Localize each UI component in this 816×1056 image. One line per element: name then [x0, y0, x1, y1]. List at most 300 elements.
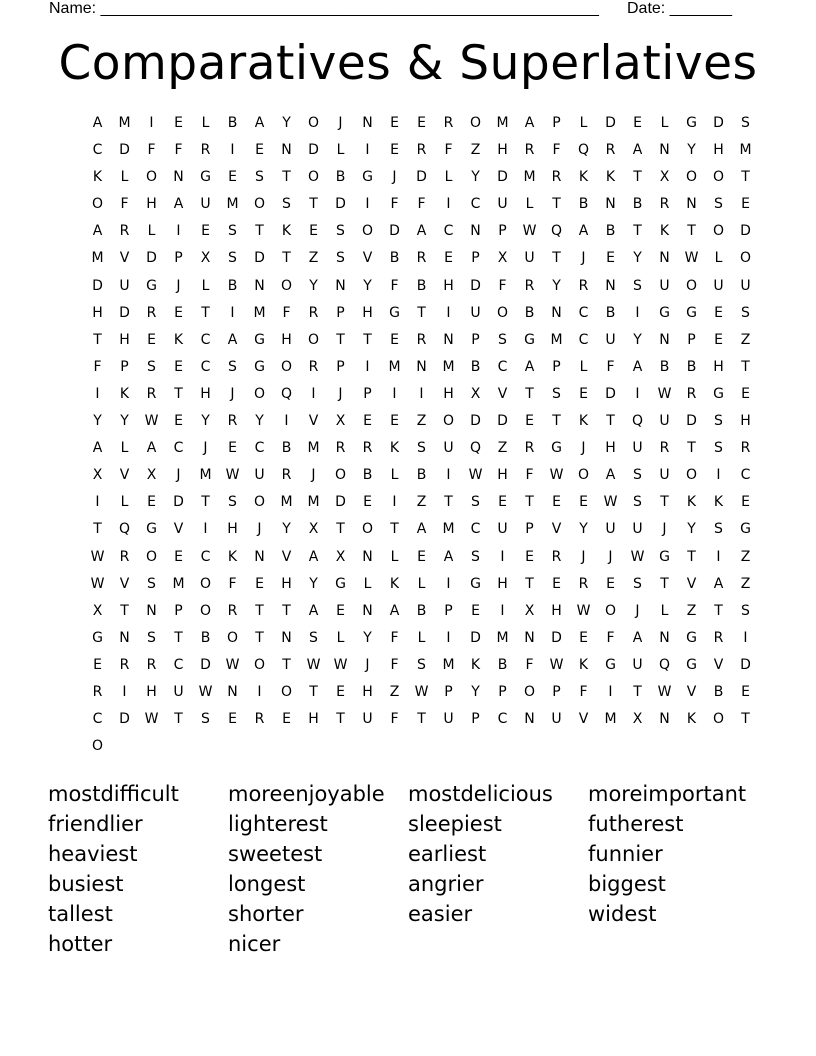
grid-letter: O — [307, 331, 320, 348]
word-list — [48, 779, 788, 959]
grid-letter: F — [525, 467, 534, 484]
grid-letter: M — [550, 331, 563, 348]
grid-letter: T — [525, 575, 534, 592]
grid-letter: R — [524, 277, 535, 294]
grid-letter: T — [606, 413, 615, 430]
grid-letter: B — [605, 223, 616, 240]
grid-letter: O — [199, 575, 212, 592]
grid-letter: G — [254, 331, 265, 348]
grid-letter: L — [444, 169, 453, 186]
grid-letter: L — [120, 494, 129, 511]
grid-letter: S — [228, 494, 237, 511]
grid-letter: G — [362, 169, 373, 186]
grid-letter: X — [146, 467, 157, 484]
grid-letter: T — [201, 494, 210, 511]
grid-letter: E — [201, 223, 210, 240]
grid-letter: W — [549, 467, 564, 484]
grid-letter: S — [147, 629, 156, 646]
grid-letter: H — [281, 575, 292, 592]
grid-letter: F — [417, 196, 426, 213]
grid-letter: Z — [740, 331, 751, 348]
grid-letter: A — [92, 115, 103, 131]
grid-letter: J — [257, 521, 262, 538]
grid-letter: V — [551, 521, 562, 538]
grid-letter: K — [470, 656, 481, 673]
grid-letter: O — [226, 629, 239, 646]
grid-letter: U — [470, 304, 481, 321]
grid-letter: B — [227, 277, 238, 294]
grid-letter: C — [200, 548, 211, 565]
grid-letter: I — [365, 358, 370, 375]
grid-letter: V — [173, 521, 184, 538]
grid-letter: R — [119, 548, 130, 565]
grid-letter: R — [308, 358, 319, 375]
grid-letter: G — [659, 548, 670, 565]
grid-letter: V — [686, 575, 697, 592]
grid-letter: D — [254, 250, 265, 267]
grid-letter: R — [335, 440, 346, 457]
grid-letter: E — [390, 115, 399, 131]
grid-letter: Y — [255, 413, 264, 430]
grid-letter: K — [686, 494, 697, 511]
grid-letter: G — [551, 440, 562, 457]
grid-letter: H — [605, 440, 616, 457]
date-field-label: Date: _______ — [627, 0, 732, 17]
grid-letter: S — [741, 115, 750, 131]
grid-letter: S — [741, 304, 750, 321]
grid-letter: T — [363, 331, 372, 348]
grid-letter: S — [228, 223, 237, 240]
grid-letter: S — [147, 358, 156, 375]
word-list-item: moreimportant — [588, 782, 747, 806]
grid-letter: U — [659, 467, 670, 484]
grid-letter: S — [309, 629, 318, 646]
grid-letter: T — [282, 169, 291, 186]
grid-letter: U — [659, 413, 670, 430]
grid-letter: F — [390, 196, 399, 213]
grid-letter: I — [419, 385, 424, 402]
grid-letter: Y — [363, 277, 372, 294]
grid-letter: S — [255, 169, 264, 186]
grid-letter: D — [119, 711, 130, 728]
grid-letter: F — [390, 656, 399, 673]
grid-letter: L — [120, 169, 129, 186]
grid-letter: N — [146, 602, 157, 619]
grid-letter: N — [281, 142, 292, 159]
grid-letter: W — [603, 494, 618, 511]
grid-letter: K — [686, 711, 697, 728]
grid-letter: S — [552, 385, 561, 402]
grid-letter: M — [118, 115, 131, 131]
grid-letter: P — [687, 331, 696, 348]
grid-letter: P — [552, 683, 561, 700]
grid-letter: T — [741, 711, 750, 728]
grid-letter: R — [524, 142, 535, 159]
grid-letter: T — [687, 223, 696, 240]
grid-letter: T — [93, 331, 102, 348]
grid-letter: J — [230, 385, 235, 402]
grid-letter: H — [713, 358, 724, 375]
grid-letter: P — [471, 250, 480, 267]
grid-letter: O — [253, 656, 266, 673]
grid-letter: Y — [687, 521, 696, 538]
grid-letter: E — [255, 575, 264, 592]
grid-letter: X — [308, 521, 319, 538]
grid-letter: T — [255, 629, 264, 646]
grid-letter: I — [230, 142, 235, 159]
grid-letter: L — [660, 602, 669, 619]
grid-letter: G — [470, 575, 481, 592]
grid-letter: S — [714, 521, 723, 538]
grid-letter: V — [281, 548, 292, 565]
grid-letter: I — [446, 575, 451, 592]
grid-letter: H — [308, 711, 319, 728]
grid-letter: H — [551, 602, 562, 619]
grid-letter: L — [390, 467, 399, 484]
grid-letter: E — [741, 683, 750, 700]
grid-letter: C — [470, 521, 481, 538]
grid-letter: Q — [469, 440, 482, 457]
grid-letter: R — [551, 169, 562, 186]
grid-letter: V — [119, 575, 130, 592]
grid-letter: J — [581, 548, 586, 565]
grid-letter: I — [716, 548, 721, 565]
grid-letter: E — [741, 494, 750, 511]
grid-letter: Y — [309, 277, 318, 294]
grid-letter: I — [257, 683, 262, 700]
grid-letter: B — [281, 440, 292, 457]
grid-letter: L — [201, 277, 210, 294]
grid-letter: F — [525, 656, 534, 673]
grid-letter: I — [95, 385, 100, 402]
grid-letter: P — [120, 358, 129, 375]
grid-letter: X — [335, 548, 346, 565]
grid-letter: Q — [280, 385, 293, 402]
grid-letter: E — [552, 494, 561, 511]
grid-letter: M — [442, 358, 455, 375]
grid-letter: U — [713, 277, 724, 294]
grid-letter: L — [525, 196, 534, 213]
grid-letter: E — [255, 142, 264, 159]
grid-letter: W — [684, 250, 699, 267]
grid-letter: T — [444, 494, 453, 511]
grid-letter: I — [635, 304, 640, 321]
grid-letter: U — [497, 196, 508, 213]
grid-letter: H — [443, 277, 454, 294]
grid-letter: C — [740, 467, 751, 484]
grid-letter: E — [174, 548, 183, 565]
grid-letter: Z — [470, 142, 481, 159]
grid-letter: D — [416, 169, 427, 186]
grid-letter: O — [253, 196, 266, 213]
grid-letter: Y — [633, 331, 642, 348]
grid-letter: J — [365, 656, 370, 673]
grid-letter: K — [389, 440, 400, 457]
grid-letter: P — [336, 304, 345, 321]
grid-letter: E — [336, 683, 345, 700]
grid-letter: S — [282, 196, 291, 213]
grid-letter: T — [552, 250, 561, 267]
grid-letter: W — [225, 656, 240, 673]
grid-letter: R — [308, 304, 319, 321]
grid-letter: C — [92, 142, 103, 159]
grid-letter: I — [95, 494, 100, 511]
grid-letter: O — [199, 602, 212, 619]
grid-letter: C — [443, 223, 454, 240]
grid-letter: S — [714, 440, 723, 457]
grid-letter: N — [173, 169, 184, 186]
grid-letter: F — [147, 142, 156, 159]
grid-letter: B — [605, 304, 616, 321]
grid-letter: W — [414, 683, 429, 700]
grid-letter: E — [390, 413, 399, 430]
word-list-item: busiest — [48, 872, 124, 896]
grid-letter: B — [416, 467, 427, 484]
grid-letter: K — [605, 169, 616, 186]
grid-letter: B — [686, 358, 697, 375]
grid-letter: T — [741, 358, 750, 375]
grid-letter: I — [122, 683, 127, 700]
grid-letter: J — [581, 250, 586, 267]
grid-letter: A — [578, 223, 589, 240]
grid-letter: O — [712, 223, 725, 240]
grid-letter: Y — [633, 250, 642, 267]
grid-letter: R — [227, 413, 238, 430]
grid-letter: J — [635, 602, 640, 619]
grid-letter: M — [253, 304, 266, 321]
grid-letter: S — [633, 494, 642, 511]
grid-letter: B — [578, 196, 589, 213]
grid-letter: M — [523, 169, 536, 186]
grid-letter: Y — [687, 142, 696, 159]
grid-letter: K — [173, 331, 184, 348]
grid-letter: P — [336, 358, 345, 375]
grid-letter: U — [362, 711, 373, 728]
grid-letter: P — [174, 250, 183, 267]
grid-letter: K — [92, 169, 103, 186]
grid-letter: R — [200, 142, 211, 159]
grid-letter: M — [496, 115, 509, 131]
grid-letter: R — [578, 277, 589, 294]
grid-letter: B — [524, 304, 535, 321]
grid-letter: T — [525, 494, 534, 511]
grid-letter: S — [714, 196, 723, 213]
grid-letter: L — [363, 575, 372, 592]
grid-letter: W — [630, 548, 645, 565]
grid-letter: Z — [497, 440, 508, 457]
grid-letter: O — [496, 304, 509, 321]
grid-letter: Y — [552, 277, 561, 294]
grid-letter: S — [633, 277, 642, 294]
grid-letter: J — [338, 385, 343, 402]
grid-letter: N — [416, 358, 427, 375]
grid-letter: H — [443, 385, 454, 402]
grid-letter: I — [500, 548, 505, 565]
grid-letter: B — [200, 629, 211, 646]
grid-letter: L — [579, 115, 588, 131]
grid-letter: I — [365, 196, 370, 213]
word-list-item: friendlier — [48, 812, 143, 836]
grid-letter: R — [686, 385, 697, 402]
grid-letter: T — [633, 683, 642, 700]
grid-letter: T — [309, 683, 318, 700]
grid-letter: R — [92, 683, 103, 700]
grid-letter: D — [200, 656, 211, 673]
grid-letter: B — [416, 602, 427, 619]
grid-letter: L — [147, 223, 156, 240]
grid-letter: D — [308, 142, 319, 159]
grid-letter: G — [200, 169, 211, 186]
grid-letter: D — [605, 115, 616, 131]
grid-letter: W — [522, 223, 537, 240]
grid-letter: P — [498, 683, 507, 700]
grid-letter: O — [145, 548, 158, 565]
grid-letter: Y — [363, 629, 372, 646]
grid-letter: O — [91, 196, 104, 213]
grid-letter: N — [281, 629, 292, 646]
grid-letter: O — [307, 115, 320, 131]
grid-letter: B — [227, 115, 238, 131]
grid-letter: H — [740, 413, 751, 430]
grid-letter: R — [146, 656, 157, 673]
grid-letter: B — [497, 656, 508, 673]
grid-letter: E — [282, 711, 291, 728]
grid-letter: R — [416, 250, 427, 267]
grid-letter: G — [740, 521, 751, 538]
grid-letter: D — [497, 169, 508, 186]
grid-letter: N — [524, 711, 535, 728]
grid-letter: O — [577, 467, 590, 484]
grid-letter: O — [91, 738, 104, 755]
grid-letter: L — [336, 629, 345, 646]
grid-letter: Y — [579, 521, 588, 538]
grid-letter: H — [497, 575, 508, 592]
grid-letter: N — [119, 629, 130, 646]
grid-letter: N — [362, 602, 373, 619]
grid-letter: B — [335, 169, 346, 186]
grid-letter: T — [687, 440, 696, 457]
grid-letter: I — [284, 413, 289, 430]
grid-letter: K — [713, 494, 724, 511]
word-list-item: shorter — [228, 902, 304, 926]
grid-letter: G — [659, 304, 670, 321]
grid-letter: H — [200, 385, 211, 402]
grid-letter: I — [392, 494, 397, 511]
grid-letter: U — [173, 683, 184, 700]
grid-letter: M — [307, 494, 320, 511]
page-title: Comparatives & Superlatives — [58, 36, 758, 91]
grid-letter: E — [741, 196, 750, 213]
grid-letter: S — [714, 413, 723, 430]
grid-letter: O — [712, 169, 725, 186]
grid-letter: I — [392, 385, 397, 402]
grid-letter: T — [660, 575, 669, 592]
grid-letter: A — [416, 223, 427, 240]
grid-letter: I — [176, 223, 181, 240]
header — [0, 0, 816, 20]
grid-letter: J — [176, 467, 181, 484]
grid-letter: X — [92, 467, 103, 484]
grid-letter: E — [714, 304, 723, 321]
grid-letter: Y — [93, 413, 102, 430]
grid-letter: T — [174, 711, 183, 728]
grid-letter: R — [605, 142, 616, 159]
grid-letter: N — [362, 115, 373, 131]
grid-letter: Q — [550, 223, 563, 240]
grid-letter: G — [713, 385, 724, 402]
grid-letter: F — [498, 277, 507, 294]
grid-letter: O — [604, 602, 617, 619]
grid-letter: M — [442, 521, 455, 538]
grid-letter: T — [660, 494, 669, 511]
grid-letter: Y — [201, 413, 210, 430]
grid-letter: Z — [308, 250, 319, 267]
grid-letter: O — [145, 169, 158, 186]
grid-letter: L — [579, 358, 588, 375]
grid-letter: W — [144, 413, 159, 430]
grid-letter: P — [525, 521, 534, 538]
grid-letter: E — [363, 494, 372, 511]
grid-letter: H — [119, 331, 130, 348]
grid-letter: U — [551, 711, 562, 728]
grid-letter: P — [471, 331, 480, 348]
grid-letter: D — [497, 413, 508, 430]
grid-letter: K — [389, 575, 400, 592]
grid-letter: I — [365, 142, 370, 159]
grid-letter: G — [146, 521, 157, 538]
grid-letter: F — [174, 142, 183, 159]
grid-letter: T — [336, 711, 345, 728]
grid-letter: B — [389, 250, 400, 267]
grid-letter: E — [525, 548, 534, 565]
grid-letter: I — [446, 304, 451, 321]
grid-letter: G — [389, 304, 400, 321]
grid-letter: H — [362, 304, 373, 321]
grid-letter: D — [470, 629, 481, 646]
grid-letter: S — [336, 250, 345, 267]
grid-letter: L — [201, 115, 210, 131]
grid-letter: C — [578, 331, 589, 348]
grid-letter: D — [686, 413, 697, 430]
grid-letter: J — [203, 440, 208, 457]
grid-letter: A — [308, 548, 319, 565]
grid-letter: S — [201, 711, 210, 728]
grid-letter: I — [149, 115, 154, 131]
grid-letter: F — [282, 304, 291, 321]
grid-letter: A — [443, 548, 454, 565]
grid-letter: O — [280, 683, 293, 700]
grid-letter: I — [608, 683, 613, 700]
grid-letter: N — [254, 277, 265, 294]
grid-letter: F — [552, 142, 561, 159]
grid-letter: P — [552, 115, 561, 131]
word-list-item: moreenjoyable — [228, 782, 385, 806]
grid-letter: W — [468, 467, 483, 484]
grid-letter: A — [227, 331, 238, 348]
grid-letter: D — [173, 494, 184, 511]
grid-letter: Y — [282, 115, 291, 131]
grid-letter: A — [173, 196, 184, 213]
grid-letter: R — [281, 467, 292, 484]
grid-letter: Z — [389, 683, 400, 700]
grid-letter: Y — [471, 683, 480, 700]
grid-letter: R — [146, 304, 157, 321]
grid-letter: N — [659, 629, 670, 646]
grid-letter: W — [333, 656, 348, 673]
grid-letter: D — [119, 304, 130, 321]
grid-letter: I — [716, 467, 721, 484]
grid-letter: E — [390, 142, 399, 159]
